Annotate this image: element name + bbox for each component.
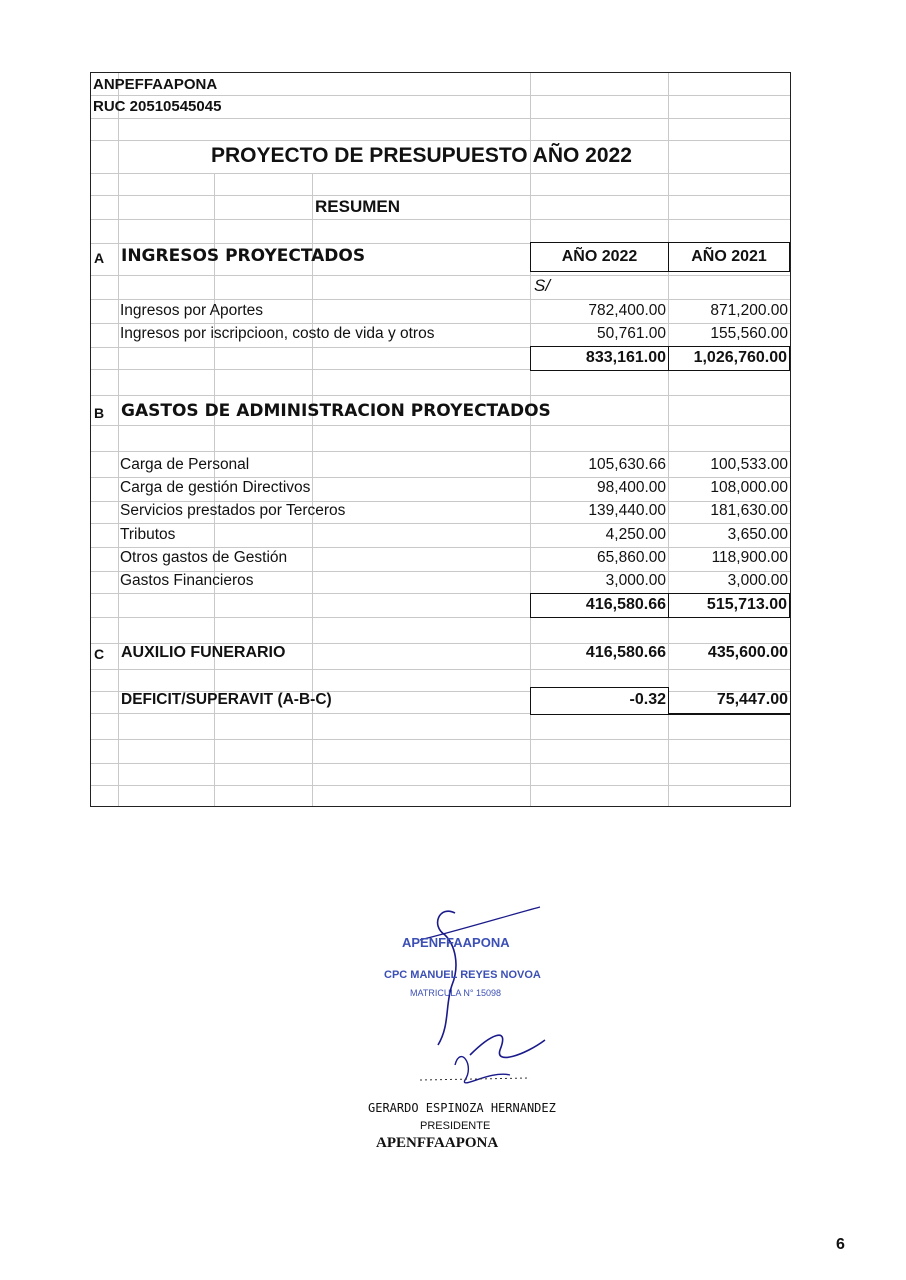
total-value: 515,713.00	[706, 596, 787, 613]
row-value-2021: 100,533.00	[710, 456, 788, 473]
section-b-title: GASTOS DE ADMINISTRACION PROYECTADOS	[121, 401, 551, 421]
year-2022-label: AÑO 2022	[561, 248, 638, 265]
year-2022-header	[530, 242, 669, 272]
row-label: Gastos Financieros	[120, 572, 254, 589]
row-value-2021: 118,900.00	[711, 549, 788, 566]
row-value-2022: 782,400.00	[588, 302, 666, 319]
result-value-2022: -0.32	[629, 691, 666, 708]
total-value: 416,580.66	[585, 596, 666, 613]
row-value-2022: 105,630.66	[588, 456, 666, 473]
page-title: PROYECTO DE PRESUPUESTO AÑO 2022	[211, 144, 632, 167]
row-value-2022: 65,860.00	[597, 549, 666, 566]
org-name: ANPEFFAAPONA	[93, 76, 218, 93]
section-a-total-2022	[530, 346, 669, 371]
row-value-2022: 139,440.00	[588, 502, 666, 519]
signature-stamp	[360, 905, 560, 1105]
row-label: Servicios prestados por Terceros	[120, 502, 346, 519]
row-label: Ingresos por Aportes	[120, 302, 264, 319]
section-b-total-2021	[668, 593, 790, 618]
section-a-title: INGRESOS PROYECTADOS	[121, 246, 366, 266]
section-c-value-2021: 435,600.00	[707, 644, 788, 661]
row-value-2021: 181,630.00	[710, 502, 788, 519]
section-b-letter: B	[94, 405, 105, 421]
row-value-2021: 871,200.00	[710, 302, 788, 319]
row-value-2022: 98,400.00	[597, 479, 666, 496]
row-label: Ingresos por iscripcioon, costo de vida y otros	[120, 325, 435, 342]
budget-sheet	[90, 72, 791, 807]
stamp-name: CPC MANUEL REYES NOVOA	[384, 969, 541, 981]
total-value: 1,026,760.00	[693, 349, 787, 366]
section-c-value-2022: 416,580.66	[585, 644, 666, 661]
section-c-title: AUXILIO FUNERARIO	[121, 644, 286, 661]
ruc-number: RUC 20510545045	[93, 98, 222, 115]
row-value-2022: 50,761.00	[597, 325, 666, 342]
summary-heading: RESUMEN	[315, 197, 401, 216]
row-value-2021: 108,000.00	[710, 479, 788, 496]
row-label: Carga de Personal	[120, 456, 250, 473]
result-label: DEFICIT/SUPERAVIT (A-B-C)	[121, 691, 332, 708]
stamp-matricula: MATRICULA N° 15098	[410, 988, 501, 998]
result-value-2021: 75,447.00	[716, 691, 788, 708]
section-a-total-2021	[668, 346, 790, 371]
row-value-2022: 4,250.00	[605, 526, 666, 543]
section-b-total-2022	[530, 593, 669, 618]
row-value-2021: 3,000.00	[727, 572, 788, 589]
row-value-2022: 3,000.00	[605, 572, 666, 589]
total-value: 833,161.00	[585, 349, 666, 366]
signer-role: PRESIDENTE	[420, 1120, 491, 1132]
signer-org: APENFFAAPONA	[376, 1135, 499, 1151]
page-number: 6	[836, 1236, 845, 1253]
section-c-letter: C	[94, 646, 105, 662]
row-label: Tributos	[120, 526, 176, 543]
stamp-org: APENFFAAPONA	[402, 935, 510, 950]
row-label: Otros gastos de Gestión	[120, 549, 288, 566]
result-2021-underline	[668, 713, 790, 715]
result-2022-box	[530, 687, 669, 715]
row-label: Carga de gestión Directivos	[120, 479, 311, 496]
currency-symbol: S/	[534, 276, 551, 295]
signer-name: GERARDO ESPINOZA HERNANDEZ	[368, 1101, 556, 1115]
year-2021-label: AÑO 2021	[691, 248, 767, 265]
row-value-2021: 3,650.00	[727, 526, 788, 543]
row-value-2021: 155,560.00	[710, 325, 788, 342]
year-2021-header	[668, 242, 790, 272]
section-a-letter: A	[94, 250, 105, 266]
